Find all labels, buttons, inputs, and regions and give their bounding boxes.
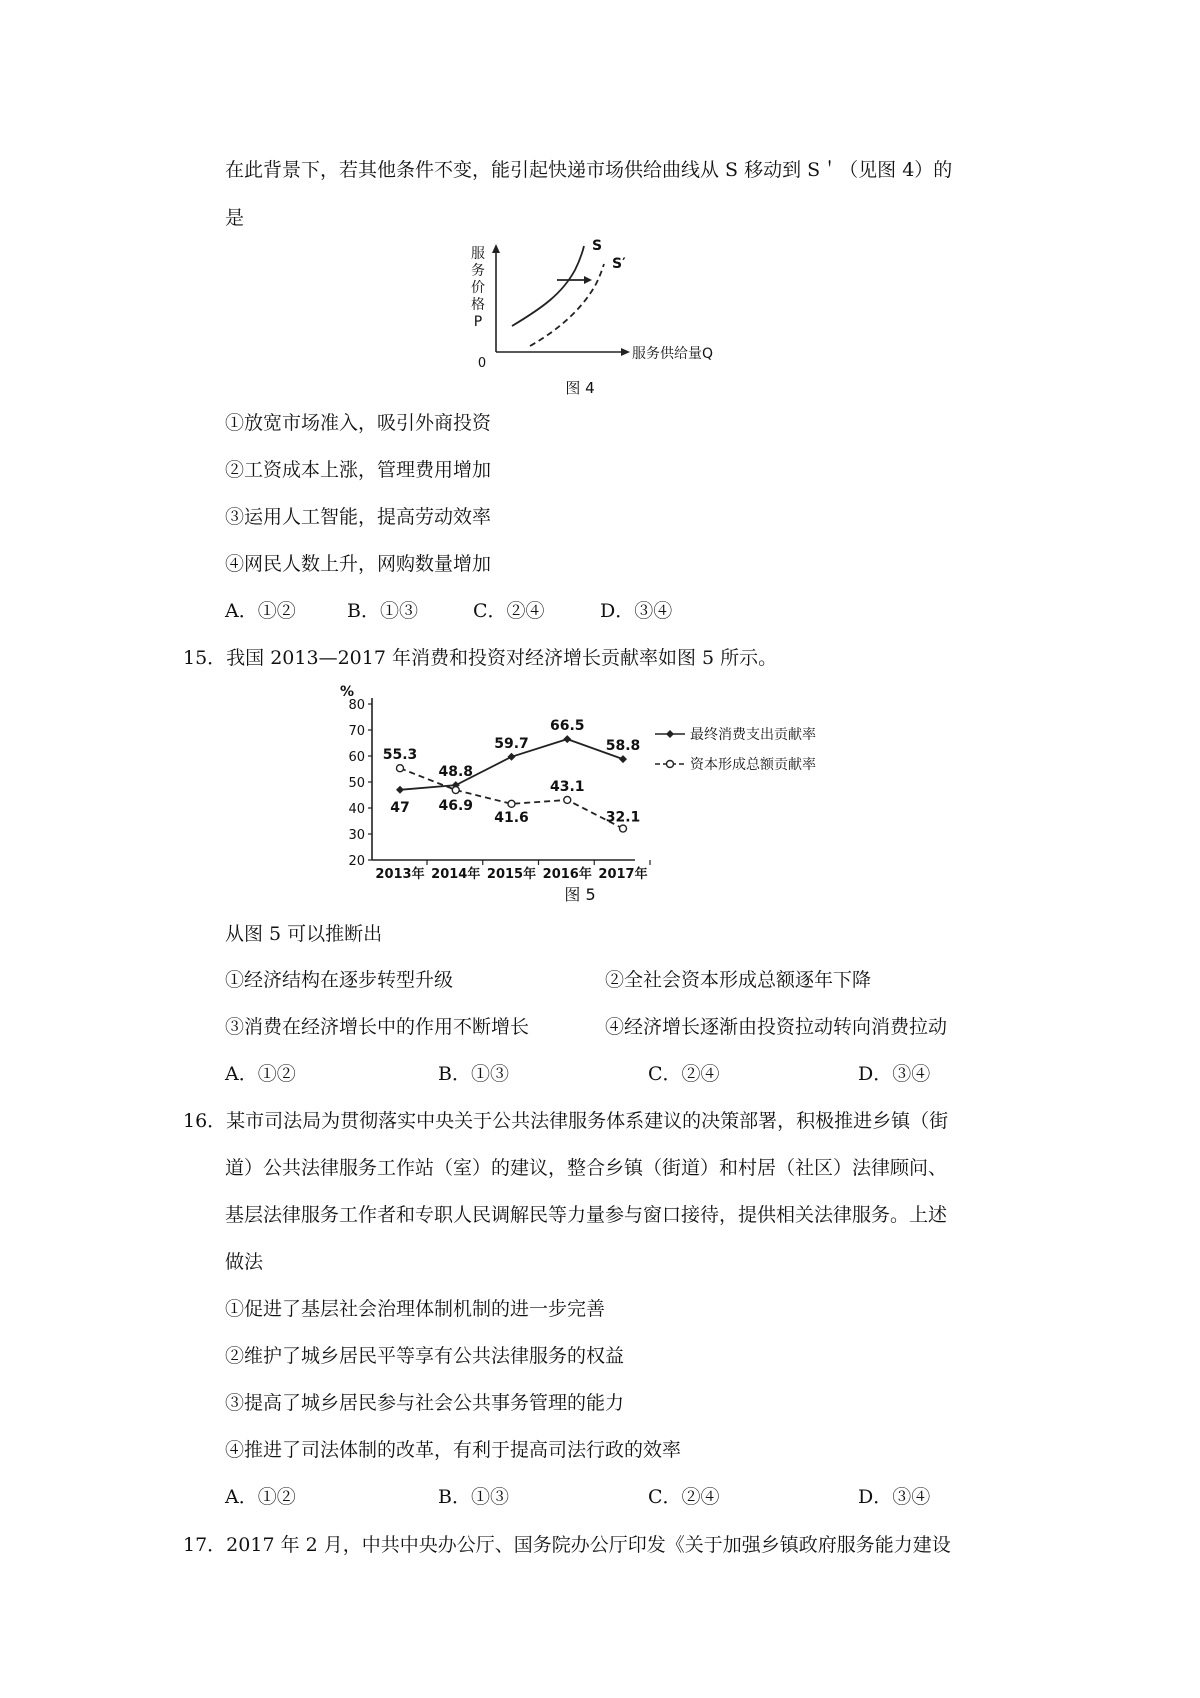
chart5-point [508,800,515,807]
chart5-y-tick-label: 70 [348,724,365,739]
q14-stem-line2: 是 [225,207,245,229]
chart5-y-unit: % [340,684,355,700]
figure-5-chart [330,682,850,912]
chart5-y-tick-label: 40 [348,802,365,817]
fig4-caption: 图 4 [565,379,595,397]
chart5-x-tick-label: 2014年 [431,867,481,882]
chart5-data-label: 66.5 [549,718,585,735]
q16-item-1: ①促进了基层社会治理体制机制的进一步完善 [225,1298,606,1320]
figure-4 [440,236,714,406]
chart5-point [396,786,404,794]
chart5-data-label: 59.7 [494,735,529,752]
chart5-point [452,787,459,794]
chart5-legend-marker [667,761,674,768]
chart5-legend-label: 资本形成总额贡献率 [690,757,816,773]
chart5-y-tick-label: 60 [348,750,365,765]
chart5-legend-label: 最终消费支出贡献率 [690,727,816,743]
q15-choice-b[interactable]: B．①③ [438,1063,509,1085]
q15-item-1: ①经济结构在逐步转型升级 [225,969,454,991]
q16-choice-a[interactable]: A．①② [225,1486,296,1508]
chart5-y-tick-label: 50 [348,776,365,791]
q16-stem-line4: 做法 [225,1251,264,1273]
chart5-point [508,753,516,761]
fig4-y-label-5: P [473,314,483,330]
q14-item-2: ②工资成本上涨，管理费用增加 [225,459,492,481]
chart5-x-tick-label: 2013年 [375,867,425,882]
fig4-y-label-4: 格 [471,297,485,313]
chart5-data-label: 46.9 [438,798,474,815]
fig4-origin: 0 [477,356,487,371]
chart5-caption: 图 5 [564,885,596,904]
q14-item-4: ④网民人数上升，网购数量增加 [225,553,492,575]
q16-item-3: ③提高了城乡居民参与社会公共事务管理的能力 [225,1392,625,1414]
chart5-data-label: 58.8 [605,738,641,755]
q16-item-4: ④推进了司法体制的改革，有利于提高司法行政的效率 [225,1439,682,1461]
chart5-data-label: 43.1 [549,778,585,795]
q16-stem-line2: 道）公共法律服务工作站（室）的建议，整合乡镇（街道）和村居（社区）法律顾问、 [225,1157,948,1179]
fig4-y-label-1: 服 [471,246,485,262]
chart5-x-tick-label: 2017年 [598,867,648,882]
q14-item-3: ③运用人工智能，提高劳动效率 [225,506,492,528]
q14-choice-d[interactable]: D．③④ [600,600,673,622]
chart5-point [619,755,627,763]
chart5-y-tick-label: 80 [348,698,365,713]
chart5-y-tick-label: 20 [348,854,365,869]
chart5-data-label: 47 [390,799,410,816]
q16-stem-line1: 16．某市司法局为贯彻落实中央关于公共法律服务体系建议的决策部署，积极推进乡镇（街 [183,1110,949,1132]
q15-item-2: ②全社会资本形成总额逐年下降 [605,969,872,991]
chart5-data-label: 41.6 [494,809,529,826]
fig4-y-label-3: 价 [471,280,485,296]
q16-stem-line3: 基层法律服务工作者和专职人民调解民等力量参与窗口接待，提供相关法律服务。上述 [225,1204,948,1226]
q17-stem-line1: 17．2017 年 2 月，中共中央办公厅、国务院办公厅印发《关于加强乡镇政府服务能力建设 [183,1534,951,1556]
chart5-x-tick-label: 2016年 [542,867,592,882]
fig4-x-label: 服务供给量Q [632,346,714,362]
fig4-curve-s-prime [530,264,604,346]
q15-choice-c[interactable]: C．②④ [648,1063,720,1085]
q15-item-4: ④经济增长逐渐由投资拉动转向消费拉动 [605,1016,948,1038]
chart5-data-label: 48.8 [438,764,474,781]
q14-choice-b[interactable]: B．①③ [347,600,418,622]
q15-choice-d[interactable]: D．③④ [858,1063,931,1085]
q15-item-3: ③消费在经济增长中的作用不断增长 [225,1016,530,1038]
fig4-label-s: S [592,238,603,254]
q14-choice-a[interactable]: A．①② [225,600,296,622]
q14-item-1: ①放宽市场准入，吸引外商投资 [225,412,492,434]
chart5-x-tick-label: 2015年 [486,867,537,882]
chart5-point [563,735,571,743]
chart5-data-label: 55.3 [382,747,418,764]
chart5-point [397,765,404,772]
q14-stem-line1: 在此背景下，若其他条件不变，能引起快递市场供给曲线从 S 移动到 S＇（见图 4）的 [225,159,953,181]
chart5-point [564,796,571,803]
q15-question: 从图 5 可以推断出 [225,923,383,945]
chart5-legend-marker [666,730,674,738]
q15-choice-a[interactable]: A．①② [225,1063,296,1085]
fig4-label-s-prime: S′ [612,256,626,272]
chart5-y-tick-label: 30 [348,828,365,843]
q16-choice-c[interactable]: C．②④ [648,1486,720,1508]
fig4-y-label-2: 务 [471,263,485,279]
q16-choice-b[interactable]: B．①③ [438,1486,509,1508]
q16-choice-d[interactable]: D．③④ [858,1486,931,1508]
q15-stem: 15．我国 2013—2017 年消费和投资对经济增长贡献率如图 5 所示。 [183,647,778,669]
chart5-data-label: 32.1 [605,809,641,826]
q16-item-2: ②维护了城乡居民平等享有公共法律服务的权益 [225,1345,625,1367]
chart5-point [620,825,627,832]
q14-choice-c[interactable]: C．②④ [473,600,545,622]
